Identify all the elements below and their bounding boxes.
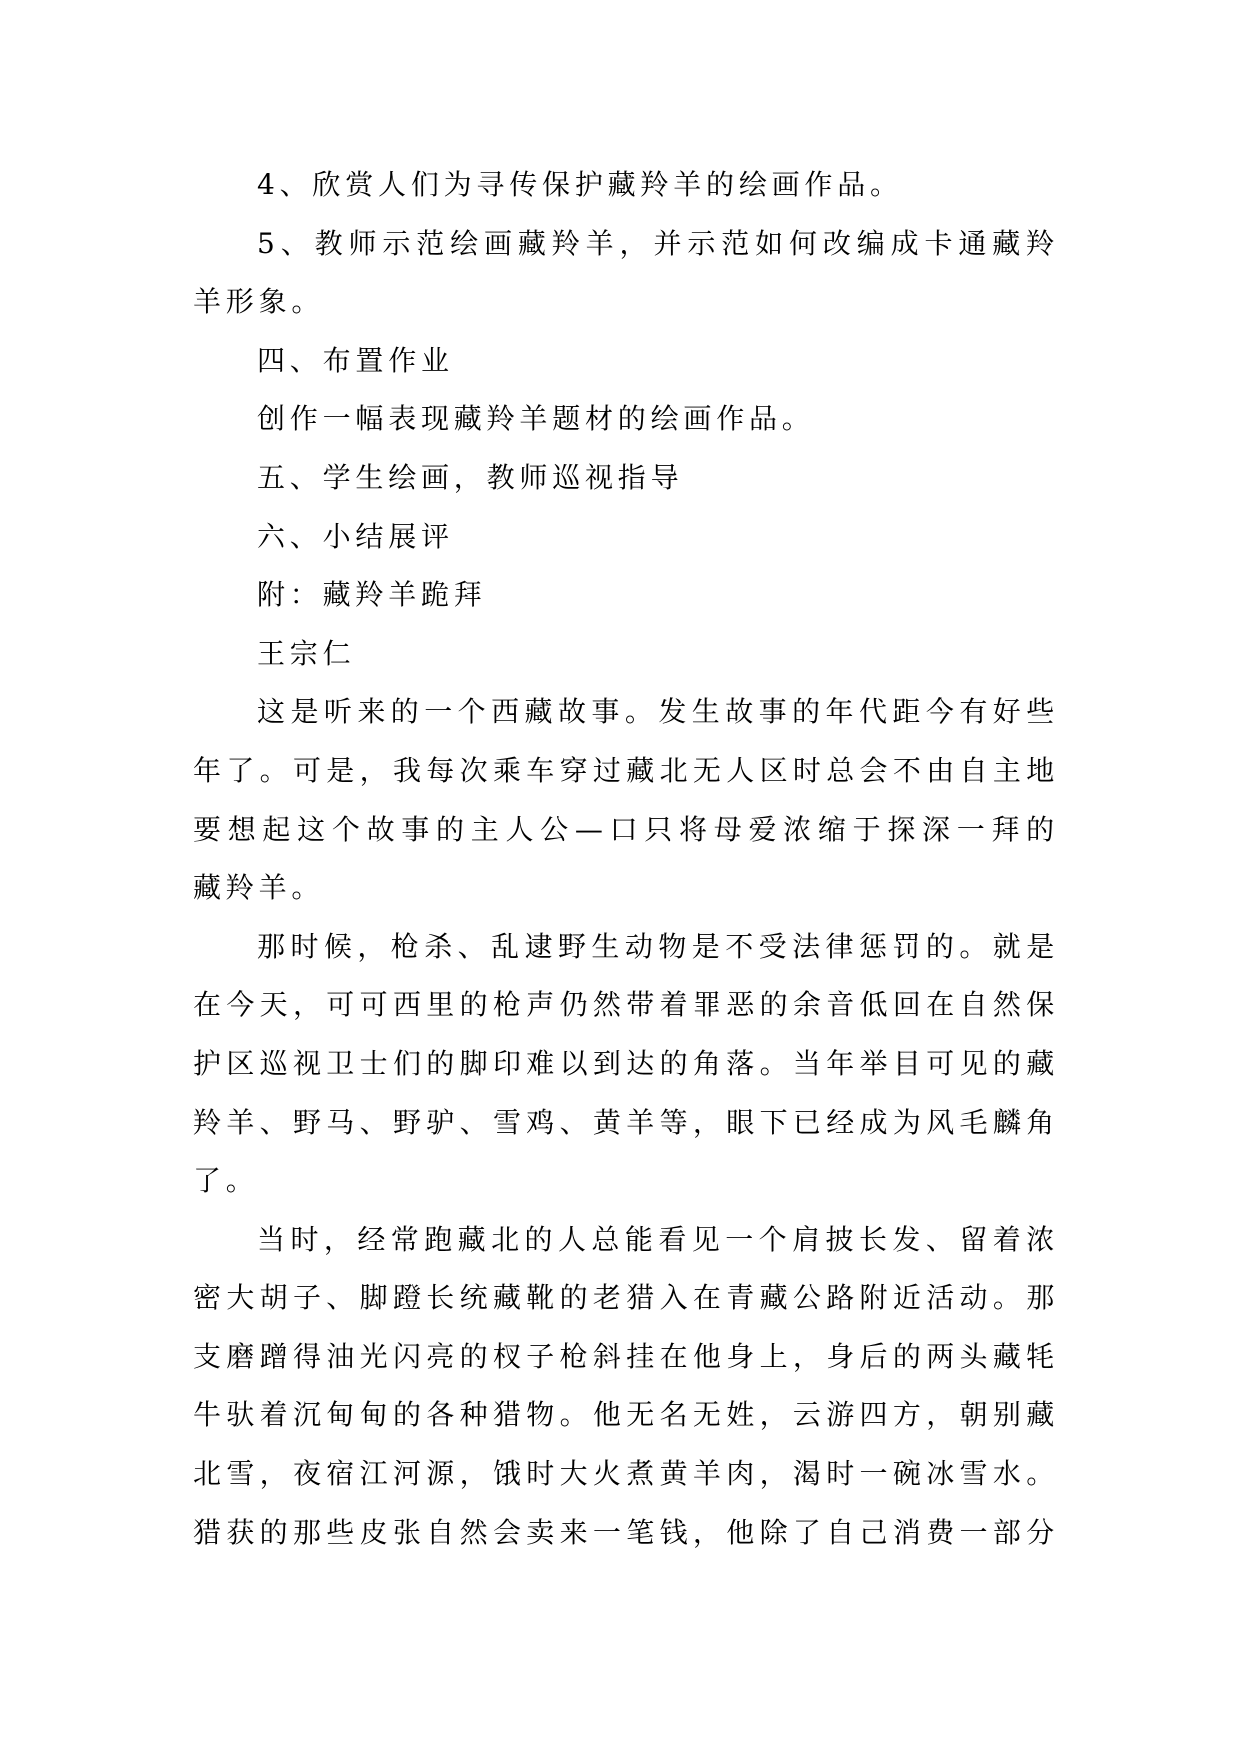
text-line: 牛驮着沉甸甸的各种猎物。他无名无姓，云游四方，朝别藏 <box>193 1398 1059 1432</box>
text-line: 密大胡子、脚蹬长统藏靴的老猎入在青藏公路附近活动。那 <box>193 1281 1059 1315</box>
author-name <box>193 625 1059 684</box>
text-line: 这是听来的一个西藏故事。发生故事的年代距今有好些 <box>257 695 1059 729</box>
list-item-appreciate-artworks <box>193 156 1059 215</box>
text-line: 年了。可是，我每次乘车穿过藏北无人区时总会不由自主地 <box>193 753 1059 787</box>
text-line: 5、教师示范绘画藏羚羊，并示范如何改编成卡通藏羚 <box>257 226 1059 260</box>
story-paragraph-2 <box>193 918 1059 1211</box>
homework-text <box>193 390 1059 449</box>
appendix-title <box>193 566 1059 625</box>
text-line: 四、布置作业 <box>257 343 454 377</box>
document-body <box>193 156 1059 1562</box>
text-line: 六、小结展评 <box>257 519 454 553</box>
text-line: 4、欣赏人们为寻传保护藏羚羊的绘画作品。 <box>257 168 903 201</box>
text-line: 王宗仁 <box>257 636 356 670</box>
text-line: 北雪，夜宿江河源，饿时大火煮黄羊肉，渴时一碗冰雪水。 <box>193 1457 1059 1491</box>
text-line: 护区巡视卫士们的脚印难以到达的角落。当年举目可见的藏 <box>193 1046 1059 1080</box>
text-line: 那时候，枪杀、乱逮野生动物是不受法律惩罚的。就是 <box>257 929 1059 963</box>
text-line: 在今天，可可西里的枪声仍然带着罪恶的余音低回在自然保 <box>193 988 1059 1022</box>
story-paragraph-1 <box>193 683 1059 917</box>
text-line: 要想起这个故事的主人公—口只将母爱浓缩于探深一拜的 <box>193 812 1059 846</box>
story-paragraph-3 <box>193 1211 1059 1563</box>
text-line: 五、学生绘画，教师巡视指导 <box>257 460 684 494</box>
text-line: 猎获的那些皮张自然会卖来一笔钱，他除了自己消费一部分 <box>193 1515 1059 1549</box>
text-line: 附：藏羚羊跪拜 <box>257 578 487 612</box>
text-line: 藏羚羊。 <box>193 871 325 905</box>
list-item-teacher-demo <box>193 215 1059 332</box>
text-line: 当时，经常跑藏北的人总能看见一个肩披长发、留着浓 <box>257 1222 1059 1256</box>
text-line: 羚羊、野马、野驴、雪鸡、黄羊等，眼下已经成为风毛麟角 <box>193 1105 1059 1139</box>
section-heading-homework <box>193 332 1059 391</box>
text-line: 支磨蹭得油光闪亮的杈子枪斜挂在他身上，身后的两头藏牦 <box>193 1339 1059 1373</box>
text-line: 创作一幅表现藏羚羊题材的绘画作品。 <box>257 402 815 436</box>
section-heading-summary <box>193 508 1059 567</box>
section-heading-student-drawing <box>193 449 1059 508</box>
text-line: 羊形象。 <box>193 285 325 319</box>
text-line: 了。 <box>193 1164 259 1198</box>
